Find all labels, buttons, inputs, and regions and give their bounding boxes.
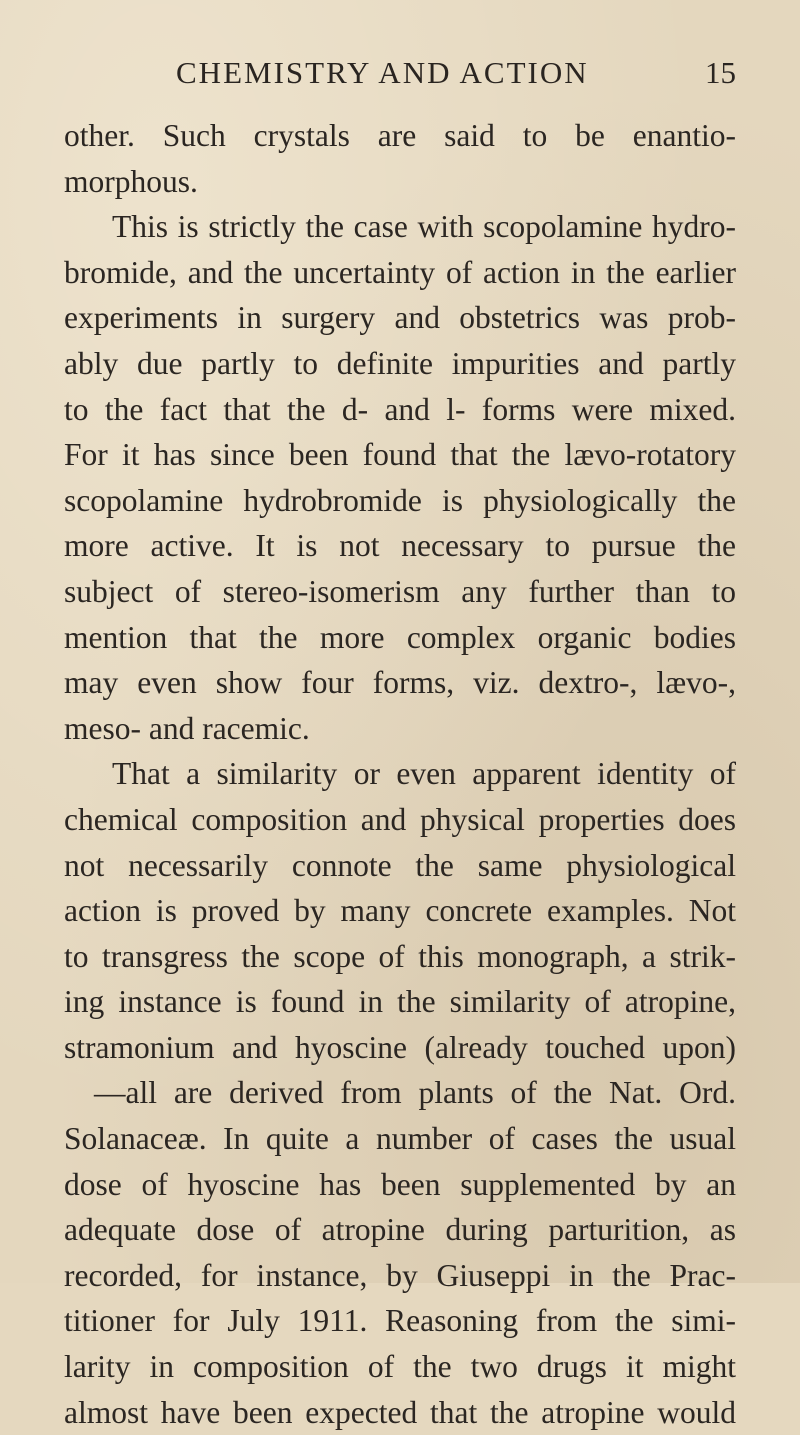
text-line: scopolamine hydrobromide is physiologically the <box>64 482 736 518</box>
text-line: adequate dose of atropine during parturition, as <box>64 1212 736 1248</box>
text-line: other. Such crystals are said to be enantio- <box>64 118 736 153</box>
text-line: ing instance is found in the similarity of atropine, <box>64 984 736 1020</box>
text-line: almost have been expected that the atropine would <box>64 1394 736 1430</box>
text-line: This is strictly the case with scopolamine hydro- <box>112 209 736 245</box>
text-line: titioner for July 1911. Reasoning from the simi- <box>64 1303 736 1339</box>
text-line: larity in composition of the two drugs it might <box>64 1349 736 1385</box>
body-text <box>64 113 736 1435</box>
text-line: chemical composition and physical properties does <box>64 801 736 837</box>
text-line: stramonium and hyoscine (already touched upon) <box>64 1029 736 1065</box>
text-line: subject of stereo-isomerism any further than to <box>64 573 736 609</box>
text-line: action is proved by many concrete examples. Not <box>64 893 736 929</box>
text-line: recorded, for instance, by Giuseppi in the Prac- <box>64 1257 736 1293</box>
text-line: dose of hyoscine has been supplemented by an <box>64 1166 736 1202</box>
text-line: experiments in surgery and obstetrics was prob- <box>64 300 736 336</box>
text-line: to the fact that the d- and l- forms were mixed. <box>64 391 736 427</box>
running-header <box>64 55 736 95</box>
page-number: 15 <box>705 55 736 90</box>
text-line: That a similarity or even apparent identity of <box>112 756 736 792</box>
text-line: For it has since been found that the lævo-rotatory <box>64 437 736 473</box>
text-line: bromide, and the uncertainty of action in the earlier <box>64 254 736 290</box>
text-line: ably due partly to definite impurities and partly <box>64 345 736 381</box>
text-line: may even show four forms, viz. dextro-, lævo-, <box>64 665 736 701</box>
text-line: not necessarily connote the same physiological <box>64 847 736 883</box>
text-line: morphous. <box>64 163 198 199</box>
text-line: Solanaceæ. In quite a number of cases the usual <box>64 1121 736 1157</box>
text-line: mention that the more complex organic bodies <box>64 619 736 655</box>
text-line: meso- and racemic. <box>64 710 310 746</box>
text-line: to transgress the scope of this monograph, a strik- <box>64 938 736 974</box>
text-line: more active. It is not necessary to pursue the <box>64 528 736 564</box>
text-line: —all are derived from plants of the Nat. Ord. <box>94 1075 736 1111</box>
running-title: CHEMISTRY AND ACTION <box>176 55 589 90</box>
